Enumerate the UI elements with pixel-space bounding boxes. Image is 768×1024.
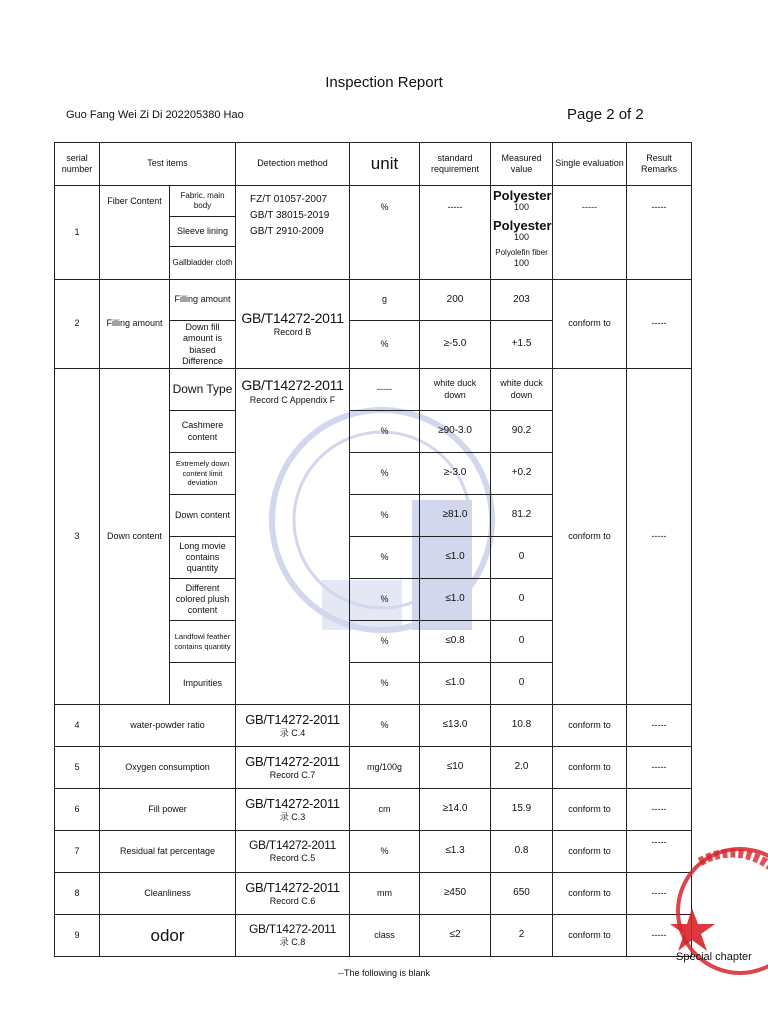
method-line: FZ/T 01057-2007 bbox=[250, 194, 328, 205]
serial-cell: 7 bbox=[55, 831, 100, 873]
method-record: Record C.7 bbox=[269, 770, 316, 780]
method-cell bbox=[236, 705, 350, 747]
unit-cell: mg/100g bbox=[350, 747, 420, 789]
evaluation-cell: conform to bbox=[553, 789, 627, 831]
header-remarks: Result Remarks bbox=[627, 143, 692, 186]
measured-fiber: Polyester bbox=[493, 188, 552, 203]
standard-cell: ≤0.8 bbox=[420, 621, 491, 663]
standard-cell: ≤13.0 bbox=[420, 705, 491, 747]
unit-cell: % bbox=[350, 705, 420, 747]
serial-cell: 1 bbox=[55, 186, 100, 280]
row-5 bbox=[55, 747, 692, 789]
remark-cell: ----- bbox=[627, 705, 692, 747]
unit-cell: % bbox=[350, 186, 420, 280]
header-method: Detection method bbox=[236, 143, 350, 186]
evaluation-cell: conform to bbox=[553, 831, 627, 873]
sub-item-cell: Fabric, main body bbox=[170, 186, 236, 217]
evaluation-cell: conform to bbox=[553, 873, 627, 915]
measured-cell: 0 bbox=[491, 621, 553, 663]
test-item-cell: Fill power bbox=[100, 789, 236, 831]
evaluation-cell: conform to bbox=[553, 915, 627, 957]
sub-item-cell: Down fill amount is biased Difference bbox=[170, 321, 236, 369]
test-item-cell: odor bbox=[100, 915, 236, 957]
method-record: 录 C.3 bbox=[279, 812, 306, 822]
evaluation-cell: conform to bbox=[553, 747, 627, 789]
measured-cell: 15.9 bbox=[491, 789, 553, 831]
header-test-items: Test items bbox=[100, 143, 236, 186]
unit-cell: g bbox=[350, 280, 420, 321]
method-cell bbox=[236, 369, 350, 705]
serial-cell: 2 bbox=[55, 280, 100, 369]
header-serial: serial number bbox=[55, 143, 100, 186]
remark-cell: ----- bbox=[627, 280, 692, 369]
blank-notice: --The following is blank bbox=[337, 968, 431, 978]
method-cell bbox=[236, 831, 350, 873]
measured-cell: 0 bbox=[491, 537, 553, 579]
method-record: 录 C.8 bbox=[279, 937, 306, 948]
row-3-down-type bbox=[55, 369, 692, 411]
serial-cell: 4 bbox=[55, 705, 100, 747]
measured-cell: +0.2 bbox=[491, 453, 553, 495]
method-cell bbox=[236, 873, 350, 915]
sub-item-cell: Sleeve lining bbox=[170, 217, 236, 247]
measured-cell: 0 bbox=[491, 579, 553, 621]
evaluation-cell: conform to bbox=[553, 705, 627, 747]
method-line: GB/T 2910-2009 bbox=[250, 226, 324, 237]
row-9 bbox=[55, 915, 692, 957]
measured-cell bbox=[491, 186, 553, 280]
remark-cell: ----- bbox=[627, 186, 692, 280]
method-record: Record B bbox=[273, 327, 312, 338]
report-title: Inspection Report bbox=[325, 74, 443, 91]
header-unit: unit bbox=[350, 143, 420, 186]
remark-cell: ----- bbox=[627, 831, 692, 873]
measured-cell: 2 bbox=[491, 915, 553, 957]
unit-cell: % bbox=[350, 579, 420, 621]
unit-cell: % bbox=[350, 621, 420, 663]
sub-item-cell: Different colored plush content bbox=[170, 579, 236, 621]
standard-cell: ≥90-3.0 bbox=[420, 411, 491, 453]
special-chapter-label: Special chapter bbox=[676, 951, 752, 963]
unit-cell: class bbox=[350, 915, 420, 957]
method-standard: GB/T14272-2011 bbox=[245, 795, 340, 811]
remark-cell: ----- bbox=[627, 873, 692, 915]
method-cell bbox=[236, 280, 350, 369]
row-1a bbox=[55, 186, 692, 217]
evaluation-cell: ----- bbox=[553, 186, 627, 280]
method-standard: GB/T14272-2011 bbox=[249, 838, 336, 853]
header-measured: Measured value bbox=[491, 143, 553, 186]
measured-cell: 650 bbox=[491, 873, 553, 915]
method-line: GB/T 38015-2019 bbox=[250, 210, 330, 221]
measured-percent: 100 bbox=[514, 232, 530, 243]
test-item-cell: water-powder ratio bbox=[100, 705, 236, 747]
standard-cell: ≥-5.0 bbox=[420, 321, 491, 369]
measured-cell: 0 bbox=[491, 663, 553, 705]
measured-cell: +1.5 bbox=[491, 321, 553, 369]
unit-cell: % bbox=[350, 411, 420, 453]
sub-item-cell: Impurities bbox=[170, 663, 236, 705]
method-record: Record C.6 bbox=[269, 896, 316, 906]
remark-cell: ----- bbox=[627, 747, 692, 789]
sub-item-cell: Extremely down content limit deviation bbox=[170, 453, 236, 495]
sub-item-cell: Down Type bbox=[170, 369, 236, 411]
test-item-cell: Down content bbox=[100, 369, 170, 705]
standard-cell: ≥-3.0 bbox=[420, 453, 491, 495]
standard-cell: 200 bbox=[420, 280, 491, 321]
method-cell bbox=[236, 186, 350, 280]
method-cell bbox=[236, 747, 350, 789]
page-number: Page 2 of 2 bbox=[567, 106, 644, 123]
measured-percent: 100 bbox=[514, 202, 530, 212]
unit-cell: % bbox=[350, 495, 420, 537]
test-item-cell: Residual fat percentage bbox=[100, 831, 236, 873]
row-8 bbox=[55, 873, 692, 915]
serial-cell: 9 bbox=[55, 915, 100, 957]
unit-cell: % bbox=[350, 663, 420, 705]
sub-item-cell: Landfowl feather contains quantity bbox=[170, 621, 236, 663]
row-2a bbox=[55, 280, 692, 321]
measured-percent: 100 bbox=[514, 257, 530, 268]
measured-fiber: Polyester bbox=[493, 218, 552, 234]
remark-cell: ----- bbox=[627, 789, 692, 831]
serial-cell: 8 bbox=[55, 873, 100, 915]
row-7 bbox=[55, 831, 692, 873]
header-evaluation: Single evaluation bbox=[553, 143, 627, 186]
measured-cell: white duck down bbox=[491, 369, 553, 411]
standard-cell: ≥14.0 bbox=[420, 789, 491, 831]
standard-cell: ≥81.0 bbox=[420, 495, 491, 537]
serial-cell: 3 bbox=[55, 369, 100, 705]
standard-cell: white duck down bbox=[420, 369, 491, 411]
inspection-table bbox=[54, 142, 692, 957]
unit-cell: % bbox=[350, 453, 420, 495]
standard-cell: ≤1.0 bbox=[420, 663, 491, 705]
method-standard: GB/T14272-2011 bbox=[245, 711, 340, 727]
remark-cell: ----- bbox=[627, 915, 692, 957]
standard-cell: ≥450 bbox=[420, 873, 491, 915]
method-standard: GB/T14272-2011 bbox=[249, 922, 336, 937]
measured-fiber: Polyolefin fiber bbox=[495, 247, 548, 257]
unit-cell: cm bbox=[350, 789, 420, 831]
serial-cell: 6 bbox=[55, 789, 100, 831]
measured-cell: 10.8 bbox=[491, 705, 553, 747]
test-item-cell: Fiber Content bbox=[100, 186, 170, 280]
standard-cell: ≤1.0 bbox=[420, 537, 491, 579]
test-item-cell: Cleanliness bbox=[100, 873, 236, 915]
sub-item-cell: Long movie contains quantity bbox=[170, 537, 236, 579]
sub-item-cell: Down content bbox=[170, 495, 236, 537]
standard-cell: ----- bbox=[420, 186, 491, 280]
method-standard: GB/T14272-2011 bbox=[245, 879, 340, 895]
evaluation-cell: conform to bbox=[553, 369, 627, 705]
sub-item-cell: Cashmere content bbox=[170, 411, 236, 453]
standard-cell: ≤2 bbox=[420, 915, 491, 957]
unit-cell: ----- bbox=[350, 369, 420, 411]
row-4 bbox=[55, 705, 692, 747]
method-record: Record C Appendix F bbox=[249, 394, 336, 405]
row-6 bbox=[55, 789, 692, 831]
measured-cell: 90.2 bbox=[491, 411, 553, 453]
unit-cell: % bbox=[350, 321, 420, 369]
unit-cell: mm bbox=[350, 873, 420, 915]
measured-cell: 203 bbox=[491, 280, 553, 321]
method-standard: GB/T14272-2011 bbox=[245, 753, 340, 769]
header-standard: standard requirement bbox=[420, 143, 491, 186]
measured-cell: 81.2 bbox=[491, 495, 553, 537]
method-record: Record C.5 bbox=[269, 853, 316, 864]
document-number: Guo Fang Wei Zi Di 202205380 Hao bbox=[66, 109, 244, 121]
standard-cell: ≤10 bbox=[420, 747, 491, 789]
remark-cell: ----- bbox=[627, 369, 692, 705]
test-item-cell: Filling amount bbox=[100, 280, 170, 369]
sub-item-cell: Gallbladder cloth bbox=[170, 247, 236, 280]
standard-cell: ≤1.0 bbox=[420, 579, 491, 621]
method-record: 录 C.4 bbox=[279, 728, 306, 738]
method-cell bbox=[236, 789, 350, 831]
measured-cell: 0.8 bbox=[491, 831, 553, 873]
unit-cell: % bbox=[350, 831, 420, 873]
header-row bbox=[55, 143, 692, 186]
test-item-cell: Oxygen consumption bbox=[100, 747, 236, 789]
method-standard: GB/T14272-2011 bbox=[241, 377, 344, 393]
evaluation-cell: conform to bbox=[553, 280, 627, 369]
method-cell bbox=[236, 915, 350, 957]
unit-cell: % bbox=[350, 537, 420, 579]
serial-cell: 5 bbox=[55, 747, 100, 789]
sub-item-cell: Filling amount bbox=[170, 280, 236, 321]
measured-cell: 2.0 bbox=[491, 747, 553, 789]
standard-cell: ≤1.3 bbox=[420, 831, 491, 873]
method-standard: GB/T14272-2011 bbox=[241, 309, 344, 326]
